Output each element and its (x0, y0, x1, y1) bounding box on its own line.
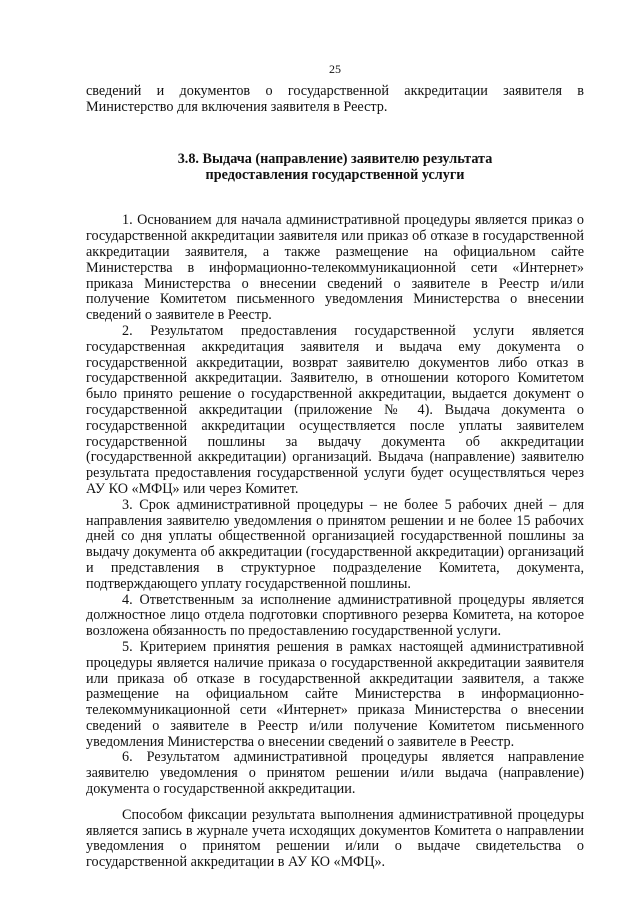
continuation-text: сведений и документов о государственной аккредитации заявителя в Министерство для включения заявителя в Реестр. (86, 82, 584, 115)
paragraph-5: 5. Критерием принятия решения в рамках настоящей административной процедуры является наличие приказа о государственной аккредитации заявителя или приказа об отказе в государственной аккредитации заявителя, а также размещение на официальном сайте Министерства в информационно-телекоммуникационной сети «Интернет» приказа Министерства о внесении сведений о заявителе в Реестр и/или получение Комитетом письменного уведомления Министерства о внесении сведений о заявителе в Реестр. (86, 638, 584, 750)
page-number: 25 (329, 62, 341, 76)
paragraph-4: 4. Ответственным за исполнение административной процедуры является должностное лицо отдела подготовки спортивного резерва Комитета, на которое возложена обязанность по предоставлению государственной услуги. (86, 591, 584, 640)
closing-paragraph: Способом фиксации результата выполнения административной процедуры является запись в журнале учета исходящих документов Комитета о направлении уведомления о принятом решении и/или о выдаче свидетельства о государственной аккредитации в АУ КО «МФЦ». (86, 806, 584, 871)
paragraph-2: 2. Результатом предоставления государственной услуги является государственная аккредитация заявителя и выдача ему документа о государственной аккредитации, возврат заявителю документов либо отказ в государственной аккредитации. Заявителю, в отношении которого Комитетом было принято решение о государственной аккредитации, выдается документ о государственной аккредитации (приложение № 4). Выдача документа о государственной аккредитации осуществляется после уплаты заявителем государственной пошлины за выдачу документа об аккредитации (государственной аккредитации) организаций. Выдача (направление) заявителю результата предоставления государственной услуги будет осуществляться через АУ КО «МФЦ» или через Комитет. (86, 322, 584, 497)
paragraph-3: 3. Срок административной процедуры – не более 5 рабочих дней – для направления заявителю уведомления о принятом решении и не более 15 рабочих дней со дня уплаты общественной организацией государственной пошлины за выдачу документа об аккредитации (государственной аккредитации) организаций и представления в структурное подразделение Комитета, документа, подтверждающего уплату государственной пошлины. (86, 496, 584, 592)
paragraph-6: 6. Результатом административной процедуры является направление заявителю уведомления о принятом решении и/или выдача (направление) документа о государственной аккредитации. (86, 749, 584, 798)
paragraph-1: 1. Основанием для начала административной процедуры является приказ о государственной аккредитации заявителя или приказ об отказе в государственной аккредитации заявителя, а также размещение на официальном сайте Министерства в информационно-телекоммуникационной сети «Интернет» приказа Министерства о внесении сведений о заявителе в Реестр и/или получение Комитетом письменного уведомления Министерства о внесении сведений о заявителе в Реестр. (86, 212, 584, 324)
document-page (86, 62, 584, 871)
section-title: 3.8. Выдача (направление) заявителю результата предоставления государственной услуги (177, 151, 493, 184)
